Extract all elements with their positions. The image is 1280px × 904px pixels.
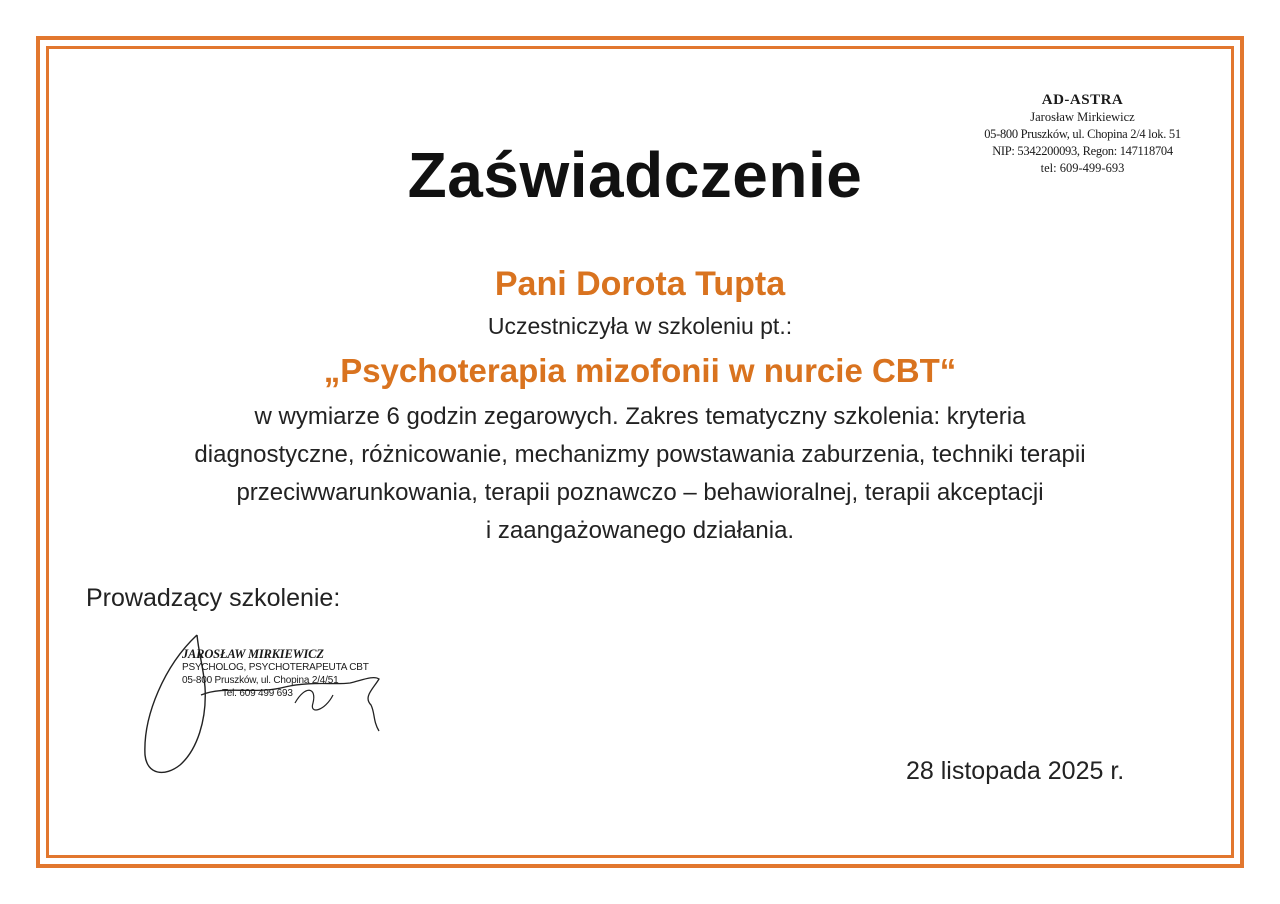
description-line: diagnostyczne, różnicowanie, mechanizmy powstawania zaburzenia, techniki terapii <box>194 441 1086 468</box>
course-title: „Psychoterapia mizofonii w nurcie CBT“ <box>323 352 957 389</box>
stamp-owner: Jarosław Mirkiewicz <box>1030 110 1135 124</box>
description-line: przeciwwarunkowania, terapii poznawczo – behawioralnej, terapii akceptacji <box>236 479 1044 506</box>
issue-date: 28 listopada 2025 r. <box>906 757 1125 785</box>
recipient-name: Pani Dorota Tupta <box>494 265 786 303</box>
certificate-title: Zaświadczenie <box>407 139 863 211</box>
signature-stamp-name: JAROSŁAW MIRKIEWICZ <box>182 647 324 661</box>
signature-stamp <box>182 648 382 700</box>
description-line: i zaangażowanego działania. <box>485 517 795 544</box>
instructor-label: Prowadzący szkolenie: <box>86 584 341 612</box>
signature-stamp-role: PSYCHOLOG, PSYCHOTERAPEUTA CBT <box>182 662 369 673</box>
stamp-nip-regon: NIP: 5342200093, Regon: 147118704 <box>992 144 1173 158</box>
signature-stamp-phone: Tel. 609 499 693 <box>222 688 293 699</box>
intro-text: Uczestniczyła w szkoleniu pt.: <box>487 313 793 339</box>
stamp-address: 05-800 Pruszków, ul. Chopina 2/4 lok. 51 <box>984 127 1181 141</box>
signature-stamp-address: 05-800 Pruszków, ul. Chopina 2/4/51 <box>182 675 339 686</box>
stamp-company: AD-ASTRA <box>1041 92 1124 108</box>
course-description <box>100 398 1180 550</box>
description-line: w wymiarze 6 godzin zegarowych. Zakres tematyczny szkolenia: kryteria <box>254 403 1026 430</box>
stamp-phone: tel: 609-499-693 <box>1040 161 1125 175</box>
